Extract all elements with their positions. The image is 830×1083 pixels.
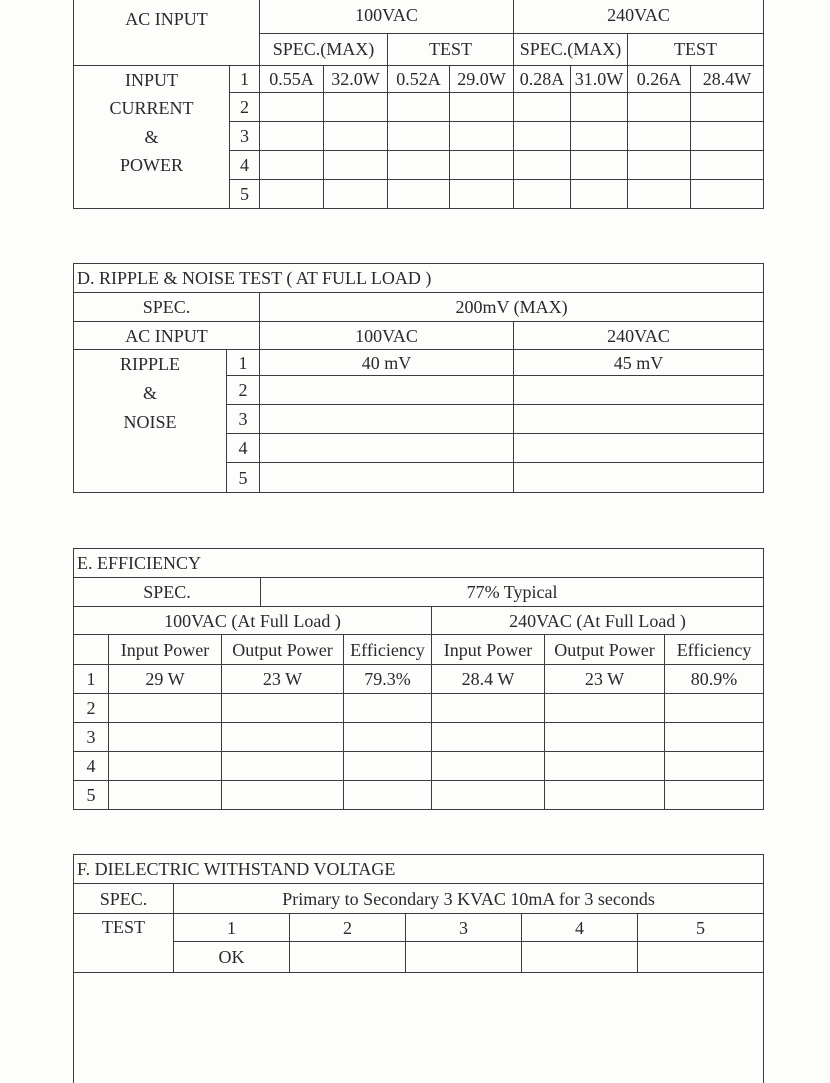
- data-cell: [450, 121, 514, 150]
- data-cell: [545, 694, 665, 723]
- test-result-3: [406, 942, 522, 973]
- test-column-5: 5: [638, 914, 764, 942]
- test-current-240: 0.26A: [628, 65, 691, 92]
- input-power-100: 29 W: [109, 665, 222, 694]
- spec-label: SPEC.: [74, 884, 174, 914]
- data-cell: [665, 752, 764, 781]
- test-column-2: 2: [290, 914, 406, 942]
- group-100-header: 100VAC (At Full Load ): [74, 607, 432, 635]
- data-cell: [571, 150, 628, 179]
- data-cell: [344, 781, 432, 810]
- data-cell: [388, 150, 450, 179]
- data-cell: [388, 179, 450, 208]
- data-cell: [324, 121, 388, 150]
- data-cell: [628, 92, 691, 121]
- test-result-1: OK: [174, 942, 290, 973]
- data-cell: [450, 179, 514, 208]
- data-cell: [691, 150, 764, 179]
- spec-value: Primary to Secondary 3 KVAC 10mA for 3 seconds: [174, 884, 764, 914]
- input-power-100-header: Input Power: [109, 635, 222, 665]
- test-240-header: TEST: [628, 33, 764, 65]
- data-cell: [260, 405, 514, 434]
- test-column-3: 3: [406, 914, 522, 942]
- data-cell: [571, 179, 628, 208]
- data-cell: [514, 150, 571, 179]
- output-power-100-header: Output Power: [222, 635, 344, 665]
- test-result-2: [290, 942, 406, 973]
- data-cell: [344, 723, 432, 752]
- data-cell: [514, 463, 764, 493]
- data-cell: [324, 92, 388, 121]
- input-power-240: 28.4 W: [432, 665, 545, 694]
- spec-label: SPEC.: [74, 293, 260, 322]
- data-cell: [545, 781, 665, 810]
- data-cell: [665, 781, 764, 810]
- data-cell: [691, 121, 764, 150]
- data-cell: [324, 150, 388, 179]
- data-cell: [514, 179, 571, 208]
- test-label: TEST: [74, 914, 174, 973]
- data-cell: [109, 752, 222, 781]
- data-cell: [571, 121, 628, 150]
- efficiency-240-header: Efficiency: [665, 635, 764, 665]
- efficiency-240: 80.9%: [665, 665, 764, 694]
- ripple-100: 40 mV: [260, 350, 514, 376]
- spec-current-100: 0.55A: [260, 65, 324, 92]
- data-cell: [260, 434, 514, 463]
- row-number: 1: [74, 665, 109, 694]
- table-row: [74, 781, 764, 810]
- test-column-1: 1: [174, 914, 290, 942]
- efficiency-100: 79.3%: [344, 665, 432, 694]
- notes-area: [74, 973, 764, 1083]
- data-cell: [665, 694, 764, 723]
- row-number: 2: [230, 92, 260, 121]
- table-row: [74, 350, 764, 376]
- data-cell: [222, 752, 344, 781]
- table-row: [74, 694, 764, 723]
- data-cell: [344, 694, 432, 723]
- ripple-240: 45 mV: [514, 350, 764, 376]
- ripple-noise-title: D. RIPPLE & NOISE TEST ( AT FULL LOAD ): [74, 264, 764, 293]
- data-cell: [514, 405, 764, 434]
- data-cell: [344, 752, 432, 781]
- test-100-header: TEST: [388, 33, 514, 65]
- data-cell: [514, 121, 571, 150]
- data-cell: [260, 463, 514, 493]
- data-cell: [222, 781, 344, 810]
- data-cell: [432, 781, 545, 810]
- spec-value: 200mV (MAX): [260, 293, 764, 322]
- data-cell: [514, 434, 764, 463]
- row-number: 2: [74, 694, 109, 723]
- data-cell: [545, 752, 665, 781]
- spec-label: SPEC.: [74, 578, 261, 607]
- data-cell: [450, 92, 514, 121]
- dielectric-table: [73, 854, 764, 1083]
- row-number: 3: [227, 405, 260, 434]
- data-cell: [260, 179, 324, 208]
- ac-input-header: AC INPUT: [74, 0, 260, 65]
- data-cell: [691, 92, 764, 121]
- efficiency-100-header: Efficiency: [344, 635, 432, 665]
- test-result-4: [522, 942, 638, 973]
- input-current-power-table: [73, 0, 764, 209]
- data-cell: [450, 150, 514, 179]
- row-number: 4: [227, 434, 260, 463]
- data-cell: [628, 179, 691, 208]
- data-cell: [571, 92, 628, 121]
- row-number: 1: [230, 65, 260, 92]
- data-cell: [109, 723, 222, 752]
- spec-current-240: 0.28A: [514, 65, 571, 92]
- output-power-240-header: Output Power: [545, 635, 665, 665]
- input-power-240-header: Input Power: [432, 635, 545, 665]
- row-number: 2: [227, 376, 260, 405]
- spec-power-100: 32.0W: [324, 65, 388, 92]
- voltage-240-header: 240VAC: [514, 322, 764, 350]
- dielectric-title: F. DIELECTRIC WITHSTAND VOLTAGE: [74, 855, 764, 884]
- data-cell: [432, 694, 545, 723]
- data-cell: [514, 92, 571, 121]
- data-cell: [260, 92, 324, 121]
- data-cell: [222, 694, 344, 723]
- group-240-header: 240VAC (At Full Load ): [432, 607, 764, 635]
- test-current-100: 0.52A: [388, 65, 450, 92]
- data-cell: [324, 179, 388, 208]
- row-number-header: [74, 635, 109, 665]
- spec-power-240: 31.0W: [571, 65, 628, 92]
- data-cell: [665, 723, 764, 752]
- table-row: [74, 942, 764, 973]
- row-number: 4: [74, 752, 109, 781]
- efficiency-table: [73, 548, 764, 810]
- test-result-5: [638, 942, 764, 973]
- data-cell: [691, 179, 764, 208]
- table-row: [74, 723, 764, 752]
- row-number: 5: [227, 463, 260, 493]
- test-power-240: 28.4W: [691, 65, 764, 92]
- output-power-240: 23 W: [545, 665, 665, 694]
- row-number: 4: [230, 150, 260, 179]
- spec-max-100-header: SPEC.(MAX): [260, 33, 388, 65]
- data-cell: [388, 121, 450, 150]
- output-power-100: 23 W: [222, 665, 344, 694]
- data-cell: [514, 376, 764, 405]
- test-power-100: 29.0W: [450, 65, 514, 92]
- data-cell: [432, 723, 545, 752]
- ripple-noise-table: [73, 263, 764, 493]
- voltage-100-header: 100VAC: [260, 322, 514, 350]
- data-cell: [109, 781, 222, 810]
- row-number: 3: [230, 121, 260, 150]
- row-number: 3: [74, 723, 109, 752]
- row-number: 1: [227, 350, 260, 376]
- input-current-power-label: INPUT CURRENT & POWER: [74, 65, 230, 208]
- data-cell: [109, 694, 222, 723]
- row-number: 5: [74, 781, 109, 810]
- efficiency-title: E. EFFICIENCY: [74, 549, 764, 578]
- data-cell: [260, 150, 324, 179]
- data-cell: [628, 150, 691, 179]
- ripple-noise-label: RIPPLE & NOISE: [74, 350, 227, 493]
- data-cell: [545, 723, 665, 752]
- data-cell: [260, 376, 514, 405]
- voltage-100-header: 100VAC: [260, 0, 514, 33]
- table-row: [74, 65, 764, 92]
- table-row: [74, 752, 764, 781]
- data-cell: [388, 92, 450, 121]
- row-number: 5: [230, 179, 260, 208]
- table-row: [74, 665, 764, 694]
- data-cell: [628, 121, 691, 150]
- data-cell: [432, 752, 545, 781]
- spec-value: 77% Typical: [261, 578, 764, 607]
- voltage-240-header: 240VAC: [514, 0, 764, 33]
- test-column-4: 4: [522, 914, 638, 942]
- ac-input-header: AC INPUT: [74, 322, 260, 350]
- data-cell: [260, 121, 324, 150]
- spec-max-240-header: SPEC.(MAX): [514, 33, 628, 65]
- data-cell: [222, 723, 344, 752]
